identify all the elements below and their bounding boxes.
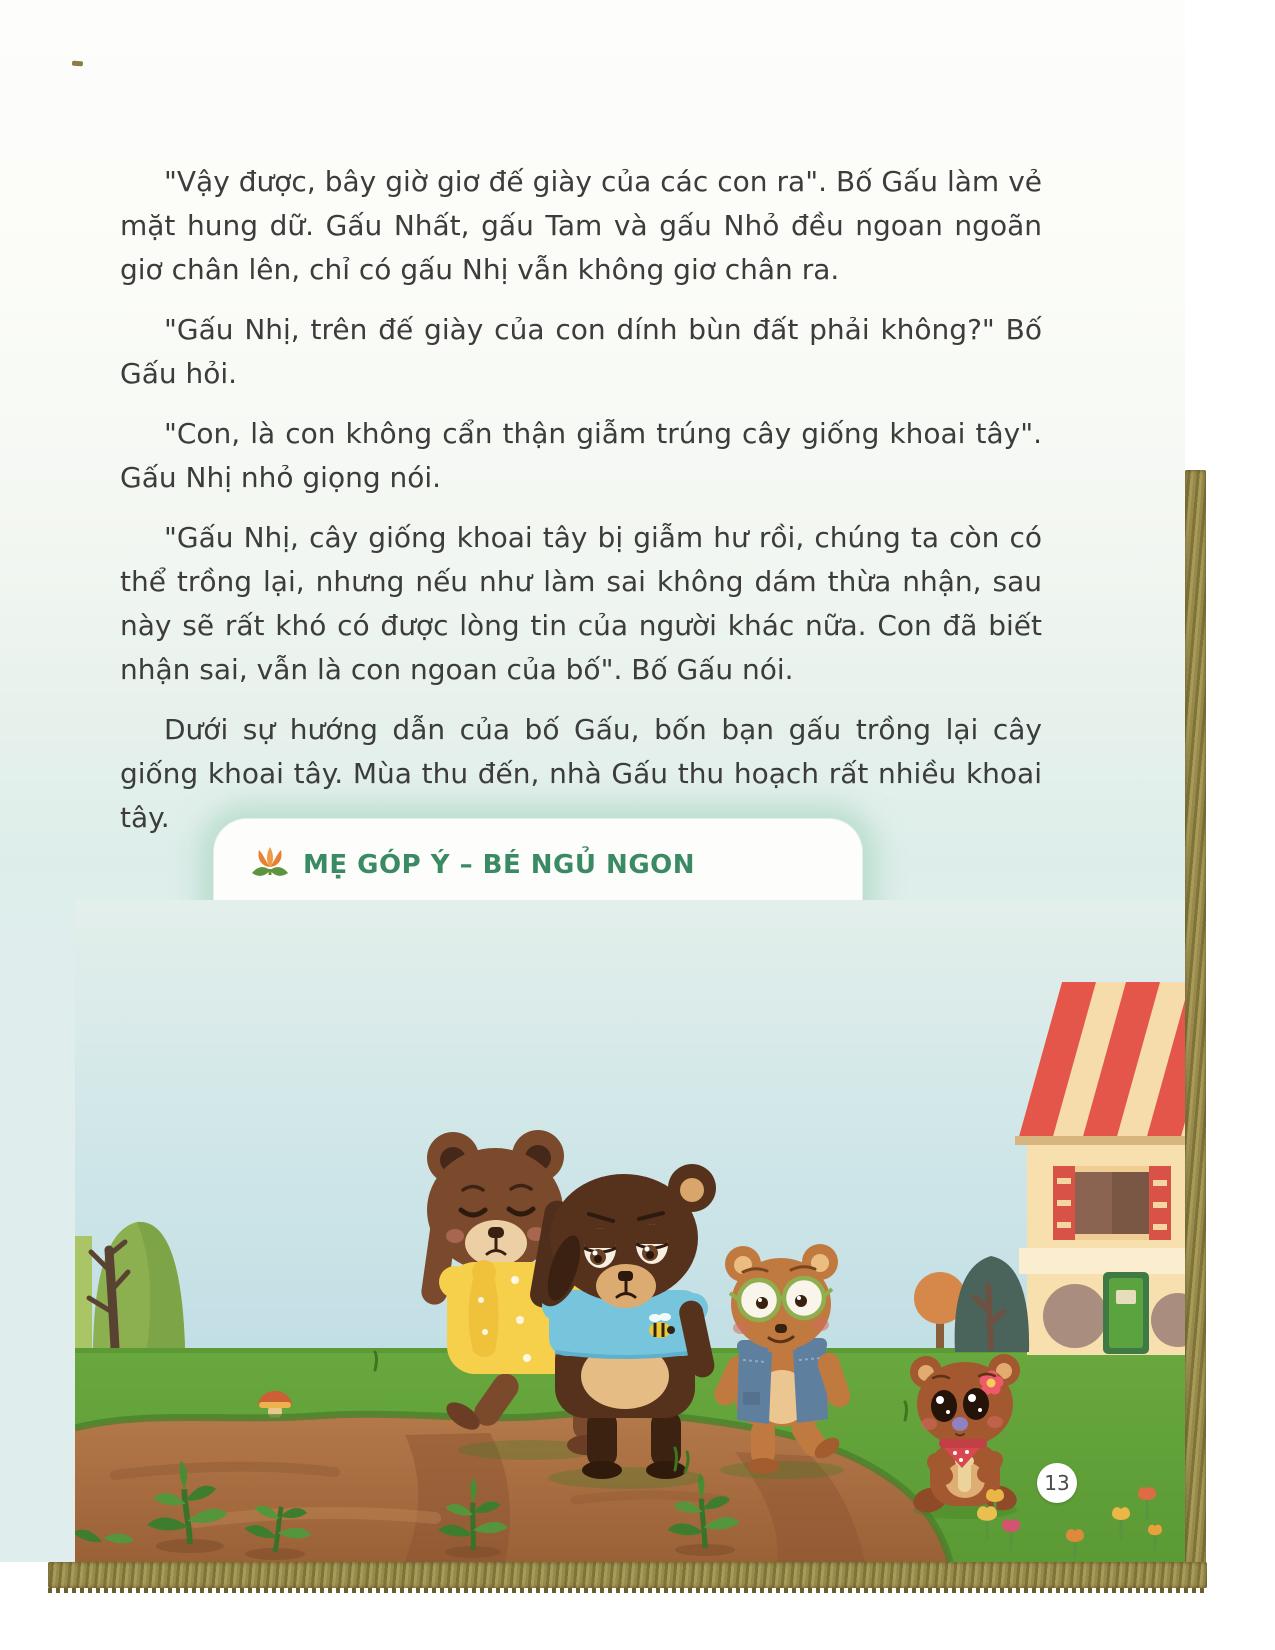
page-number-badge — [1037, 1463, 1077, 1503]
tulip-flower-icon — [249, 842, 291, 888]
page-corner-mark — [72, 61, 83, 67]
tip-box-header — [249, 842, 841, 888]
story-paragraph: "Con, là con không cẩn thận giẫm trúng cây giống khoai tây". Gấu Nhị nhỏ giọng nói. — [120, 417, 1042, 494]
wall-circle-decor — [1043, 1284, 1107, 1348]
story-paragraph: "Vậy được, bây giờ giơ đế giày của các con ra". Bố Gấu làm vẻ mặt hung dữ. Gấu Nhất, gấu Tam và gấu Nhỏ đều ngoan ngoãn giơ chân lên, chỉ có gấu Nhị vẫn không giơ chân ra. — [120, 165, 1042, 286]
fabric-edge-right — [1185, 470, 1206, 1588]
fabric-edge-bottom — [48, 1562, 1207, 1588]
green-door — [1103, 1272, 1149, 1354]
story-paragraph: "Gấu Nhị, cây giống khoai tây bị giẫm hư rồi, chúng ta còn có thể trồng lại, nhưng nếu như làm sai không dám thừa nhận, sau này sẽ rất khó có được lòng tin của người khác nữa. Con đã biết nhận sai, vẫn là con ngoan của bố". Bố Gấu nói. — [120, 521, 1042, 686]
story-text — [120, 160, 1042, 856]
page-number: 13 — [1044, 1471, 1070, 1495]
illustration — [75, 900, 1185, 1562]
story-paragraph: Dưới sự hướng dẫn của bố Gấu, bốn bạn gấu trồng lại cây giống khoai tây. Mùa thu đến, nhà Gấu thu hoạch rất nhiều khoai tây. — [120, 713, 1042, 834]
story-paragraph: "Gấu Nhị, trên đế giày của con dính bùn đất phải không?" Bố Gấu hỏi. — [120, 313, 1042, 390]
window-with-shutters — [1053, 1166, 1171, 1240]
tip-box-title: MẸ GÓP Ý – BÉ NGỦ NGON — [303, 850, 696, 880]
